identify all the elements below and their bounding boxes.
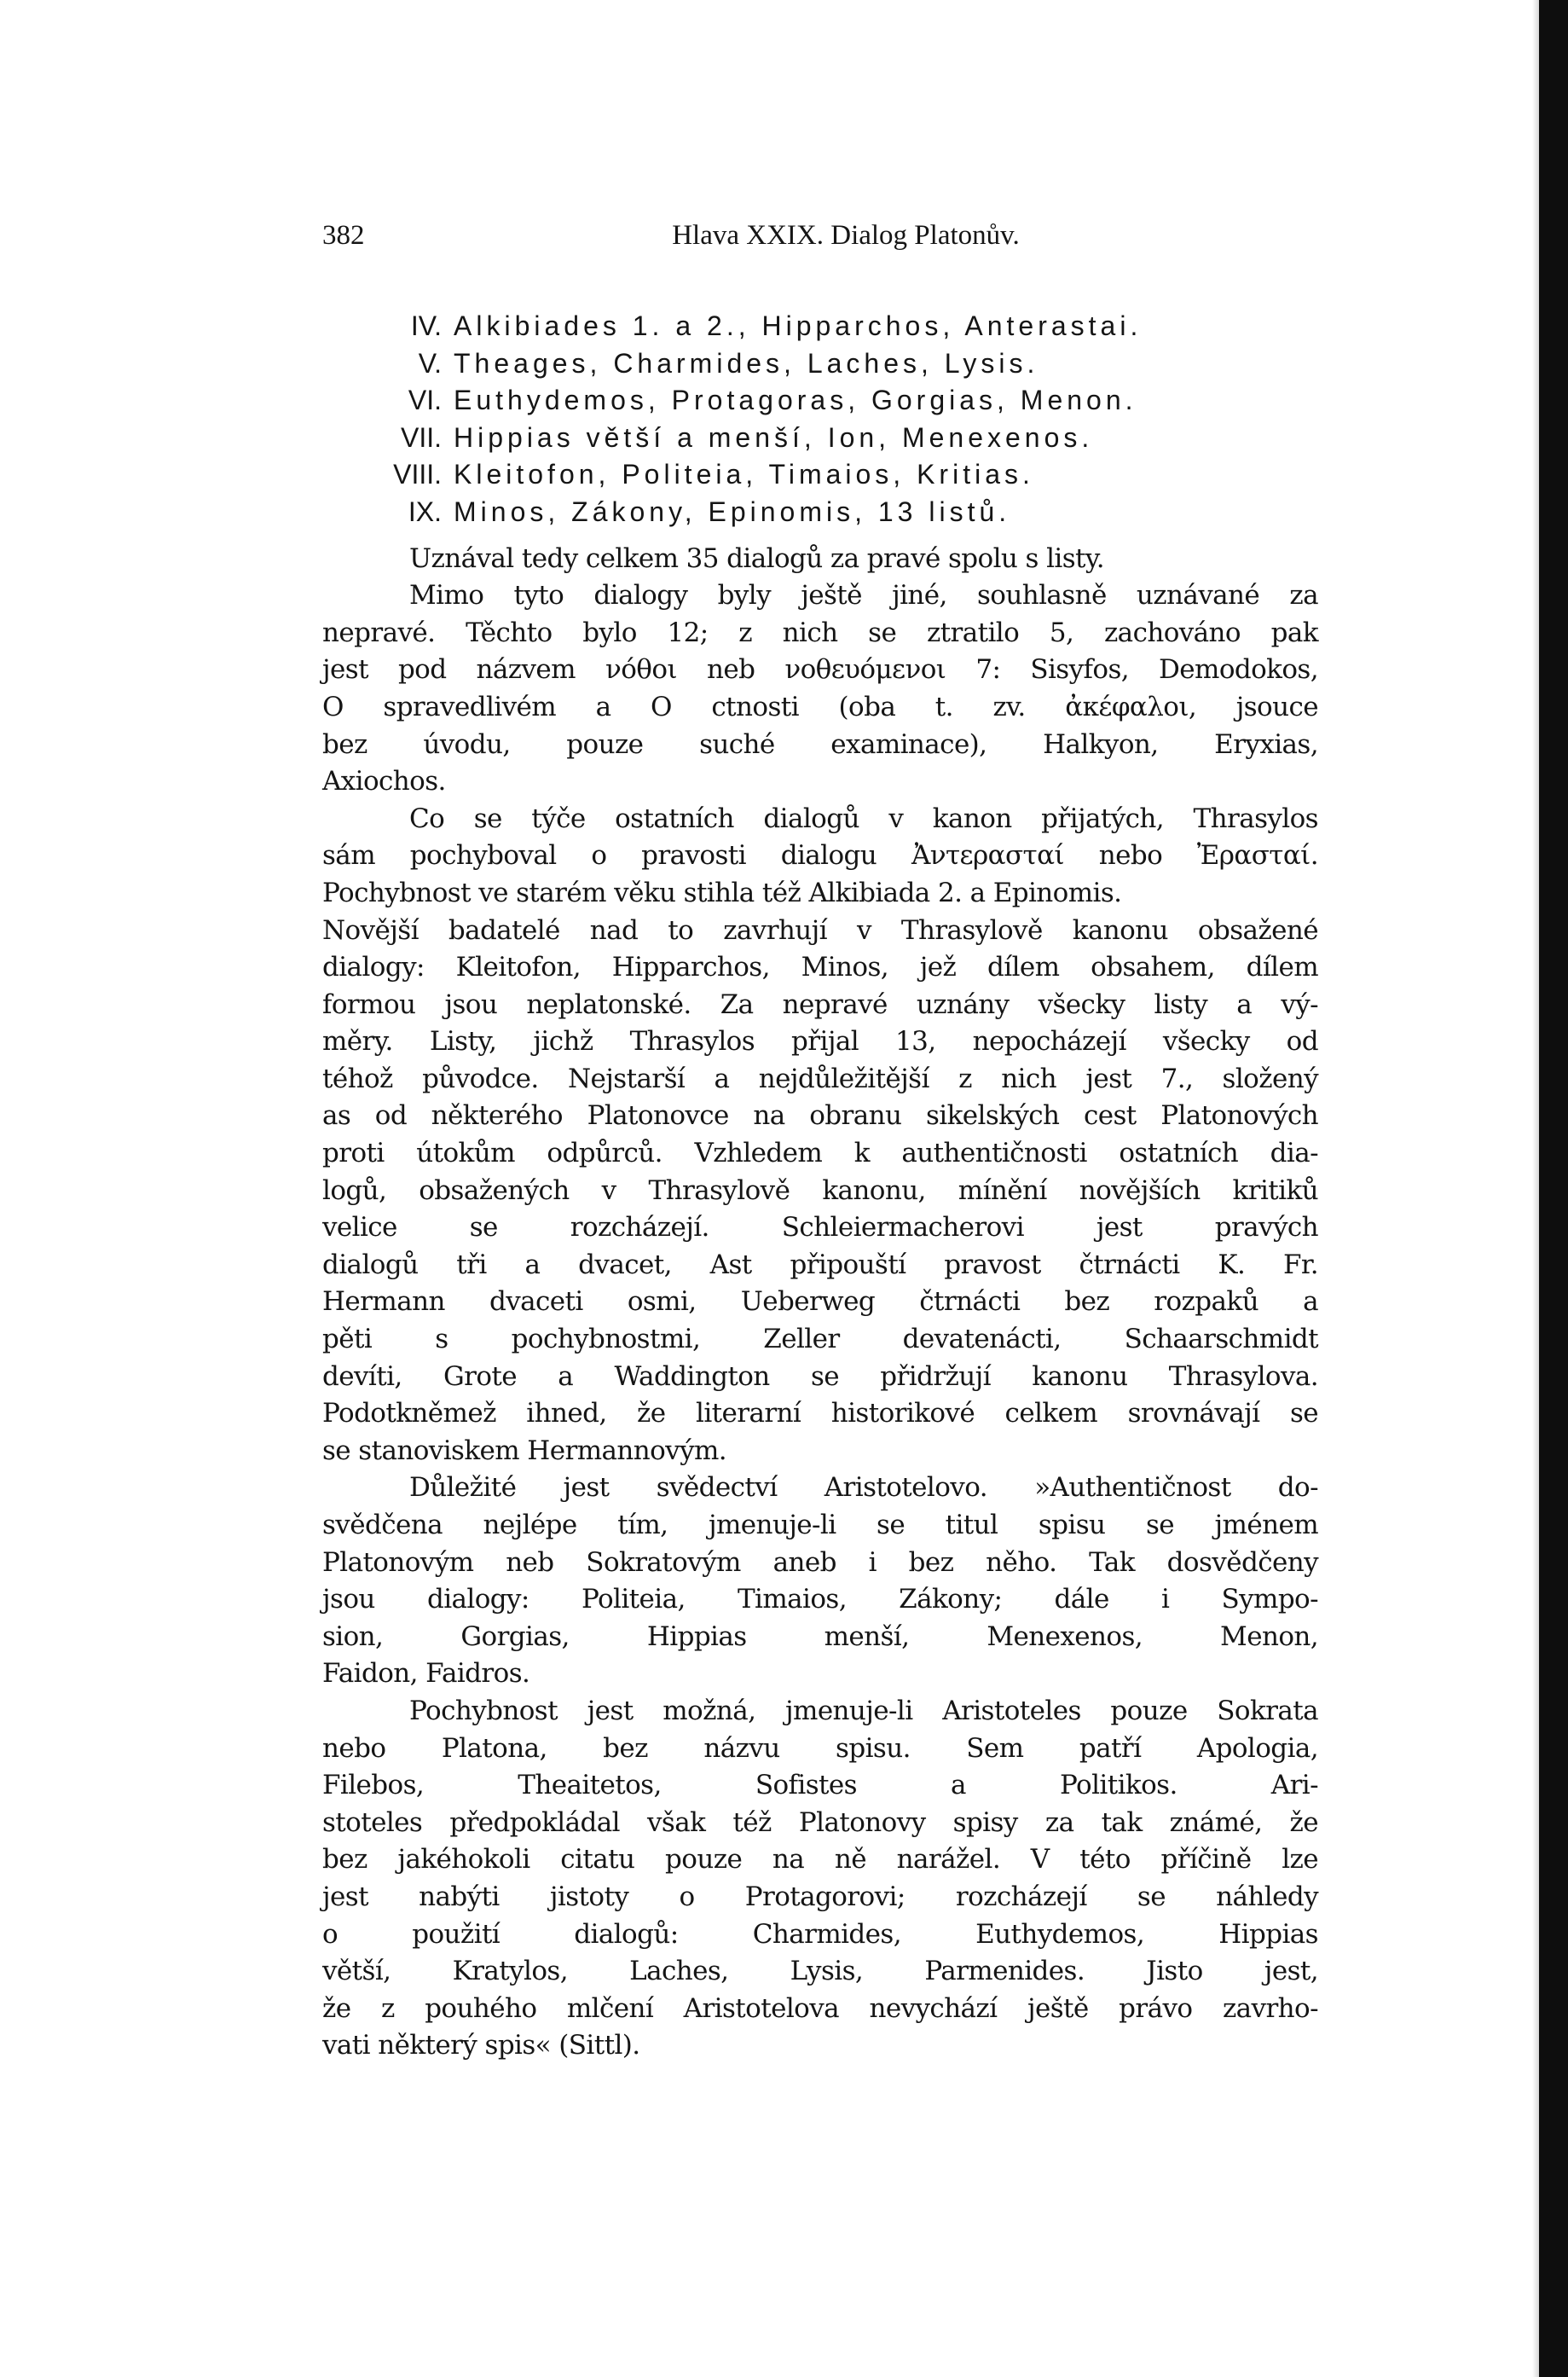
text-line: devíti, Grote a Waddington se přidržují kanonu Thrasylova. — [322, 1360, 1318, 1392]
dialogue-tetralogy-list — [339, 310, 1318, 534]
text-line: bez úvodu, pouze suché examinace), Halkyon, Eryxias, — [322, 728, 1318, 760]
list-text: Theages, Charmides, Laches, Lysis. — [454, 347, 1039, 379]
text-line: vati některý spis« (Sittl). — [322, 2030, 640, 2061]
text-line: nebo Platona, bez názvu spisu. Sem patří Apologia, — [322, 1732, 1318, 1764]
list-numeral: IV. — [410, 310, 442, 341]
running-head: Hlava XXIX. Dialog Platonův. — [672, 220, 1020, 251]
text-line: svědčena nejlépe tím, jmenuje-li se titul spisu se jménem — [322, 1510, 1318, 1540]
list-item — [339, 496, 1318, 534]
list-item — [339, 385, 1318, 422]
text-line: téhož původce. Nejstarší a nejdůležitější z nich jest 7., složený — [322, 1063, 1318, 1094]
text-line: proti útokům odpůrců. Vzhledem k authentičnosti ostatních dia- — [322, 1138, 1318, 1169]
text-line: Axiochos. — [322, 766, 446, 797]
text-line: pěti s pochybnostmi, Zeller devatenácti, Schaarschmidt — [322, 1324, 1318, 1355]
text-line: Co se týče ostatních dialogů v kanon přijatých, Thrasylos — [409, 803, 1318, 834]
text-line: že z pouhého mlčení Aristotelova nevychází ještě právo zavrho- — [322, 1992, 1318, 2024]
text-line: Faidon, Faidros. — [322, 1658, 530, 1690]
list-numeral: IX. — [408, 496, 442, 527]
list-numeral: VI. — [408, 385, 442, 416]
list-numeral: V. — [418, 347, 442, 379]
list-text: Alkibiades 1. a 2., Hipparchos, Anterastai. — [454, 310, 1143, 341]
text-line: Uznával tedy celkem 35 dialogů za pravé spolu s listy. — [409, 542, 1104, 574]
list-text: Minos, Zákony, Epinomis, 13 listů. — [454, 496, 1011, 527]
list-text: Kleitofon, Politeia, Timaios, Kritias. — [454, 459, 1034, 490]
text-line: Hermann dvaceti osmi, Ueberweg čtrnácti bez rozpaků a — [322, 1286, 1318, 1318]
text-line: bez jakéhokoli citatu pouze na ně narážel. V této příčině lze — [322, 1844, 1318, 1876]
text-line: Novější badatelé nad to zavrhují v Thrasylově kanonu obsažené — [322, 914, 1318, 946]
text-line: dialogy: Kleitofon, Hipparchos, Minos, jež dílem obsahem, dílem — [322, 952, 1318, 983]
list-item — [339, 348, 1318, 386]
text-line: logů, obsažených v Thrasylově kanonu, mínění novějších kritiků — [322, 1174, 1318, 1206]
list-numeral: VIII. — [393, 459, 442, 490]
list-numeral: VII. — [400, 421, 442, 453]
text-line: Pochybnost jest možná, jmenuje-li Aristoteles pouze Sokrata — [409, 1695, 1318, 1726]
text-line: jsou dialogy: Politeia, Timaios, Zákony; dále i Sympo- — [322, 1584, 1318, 1615]
text-line: měry. Listy, jichž Thrasylos přijal 13, nepocházejí všecky od — [322, 1026, 1318, 1058]
text-line: stoteles předpokládal však též Platonovy spisy za tak známé, že — [322, 1806, 1318, 1838]
scan-edge-shadow — [1532, 0, 1539, 2377]
list-item — [339, 310, 1318, 348]
text-line: Platonovým neb Sokratovým aneb i bez něho. Tak dosvědčeny — [322, 1546, 1318, 1578]
text-line: nepravé. Těchto bylo 12; z nich se ztratilo 5, zachováno pak — [322, 617, 1318, 648]
page-header — [322, 220, 1318, 268]
text-line: Podotkněmež ihned, že literarní historikové celkem srovnávají se — [322, 1398, 1318, 1429]
text-line: Mimo tyto dialogy byly ještě jiné, souhlasně uznávané za — [409, 580, 1318, 612]
text-line: sion, Gorgias, Hippias menší, Menexenos, Menon, — [322, 1620, 1318, 1652]
list-text: Euthydemos, Protagoras, Gorgias, Menon. — [454, 385, 1137, 416]
scan-edge — [1539, 0, 1568, 2377]
list-item — [339, 422, 1318, 460]
text-line: Filebos, Theaitetos, Sofistes a Politikos. Ari- — [322, 1770, 1318, 1801]
text-line: o použití dialogů: Charmides, Euthydemos, Hippias — [322, 1918, 1318, 1950]
text-line: větší, Kratylos, Laches, Lysis, Parmenides. Jisto jest, — [322, 1956, 1318, 1987]
text-line: jest nabýti jistoty o Protagorovi; rozcházejí se náhledy — [322, 1881, 1318, 1912]
text-line: velice se rozcházejí. Schleiermacherovi jest pravých — [322, 1212, 1318, 1244]
page — [322, 220, 1318, 2065]
page-number: 382 — [322, 220, 365, 251]
body-text — [322, 541, 1318, 2065]
text-line: sám pochyboval o pravosti dialogu Ἀντερασταί nebo Ἐρασταί. — [322, 840, 1318, 872]
text-line: dialogů tři a dvacet, Ast připouští pravost čtrnácti K. Fr. — [322, 1249, 1318, 1280]
text-line: se stanoviskem Hermannovým. — [322, 1435, 727, 1466]
list-text: Hippias větší a menší, Ion, Menexenos. — [454, 421, 1094, 453]
text-line: Důležité jest svědectví Aristotelovo. »Authentičnost do- — [409, 1472, 1318, 1504]
text-line: as od některého Platonovce na obranu sikelských cest Platonových — [322, 1100, 1318, 1132]
text-line: Pochybnost ve starém věku stihla též Alkibiada 2. a Epinomis. — [322, 877, 1122, 908]
text-line: jest pod názvem νόθοι neb νοθευόμενοι 7: Sisyfos, Demodokos, — [322, 654, 1318, 686]
text-line: formou jsou neplatonské. Za nepravé uznány všecky listy a vý- — [322, 988, 1318, 1020]
text-line: O spravedlivém a O ctnosti (oba t. zv. ἀκέφαλοι, jsouce — [322, 691, 1318, 722]
list-item — [339, 459, 1318, 496]
